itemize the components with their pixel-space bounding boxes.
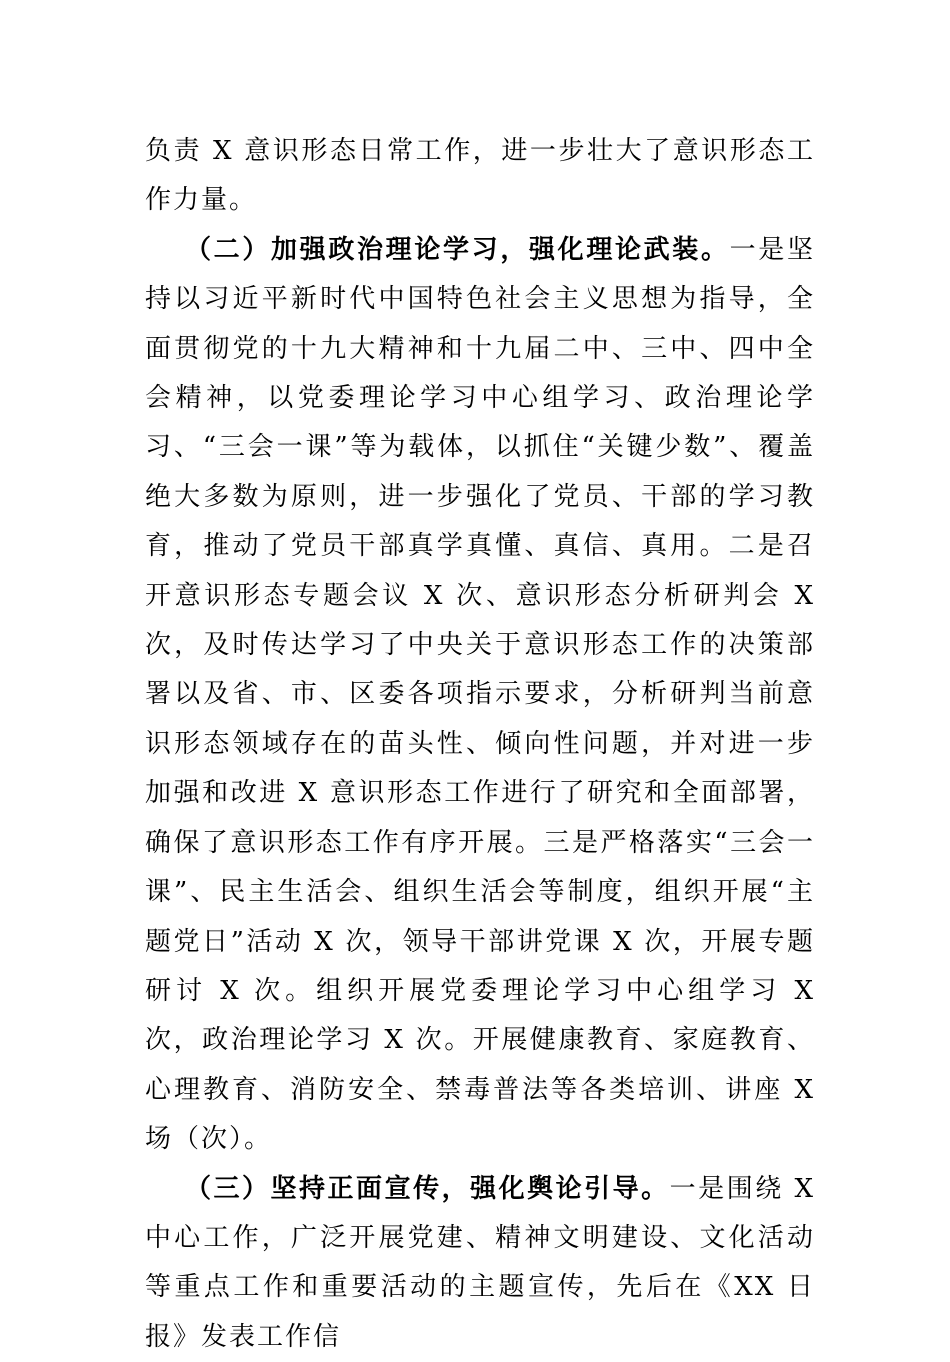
section-2-paragraph [145, 226, 815, 1165]
section-3-heading: （三）坚持正面宣传，强化舆论引导。 [185, 1173, 670, 1204]
section-2-heading: （二）加强政治理论学习，强化理论武装。 [185, 234, 730, 265]
paragraph-text: 负责 X 意识形态日常工作，进一步壮大了意识形态工作力量。 [145, 136, 815, 216]
section-3-body: 一是围绕 X 中心工作，广泛开展党建、精神文明建设、文化活动等重点工作和重要活动的主题宣传，先后在《XX 日报》发表工作信 [145, 1173, 815, 1352]
section-2-body: 一是坚持以习近平新时代中国特色社会主义思想为指导，全面贯彻党的十九大精神和十九届二中、三中、四中全会精神，以党委理论学习中心组学习、政治理论学习、“三会一课”等为载体，以抓住“关键少数”、覆盖绝大多数为原则，进一步强化了党员、干部的学习教育，推动了党员干部真学真懂、真信、真用。二是召开意识形态专题会议 X 次、意识形态分析研判会 X 次，及时传达学习了中央关于意识形态工作的决策部署以及省、市、区委各项指示要求，分析研判当前意识形态领域存在的苗头性、倾向性问题，并对进一步加强和改进 X 意识形态工作进行了研究和全面部署，确保了意识形态工作有序开展。三是严格落实“三会一课”、民主生活会、组织生活会等制度，组织开展“主题党日”活动 X 次，领导干部讲党课 X 次，开展专题研讨 X 次。组织开展党委理论学习中心组学习 X 次，政治理论学习 X 次。开展健康教育、家庭教育、心理教育、消防安全、禁毒普法等各类培训、讲座 X 场（次）。 [145, 234, 815, 1155]
document-body [145, 127, 815, 1362]
paragraph-continued [145, 127, 815, 226]
section-3-paragraph [145, 1165, 815, 1362]
